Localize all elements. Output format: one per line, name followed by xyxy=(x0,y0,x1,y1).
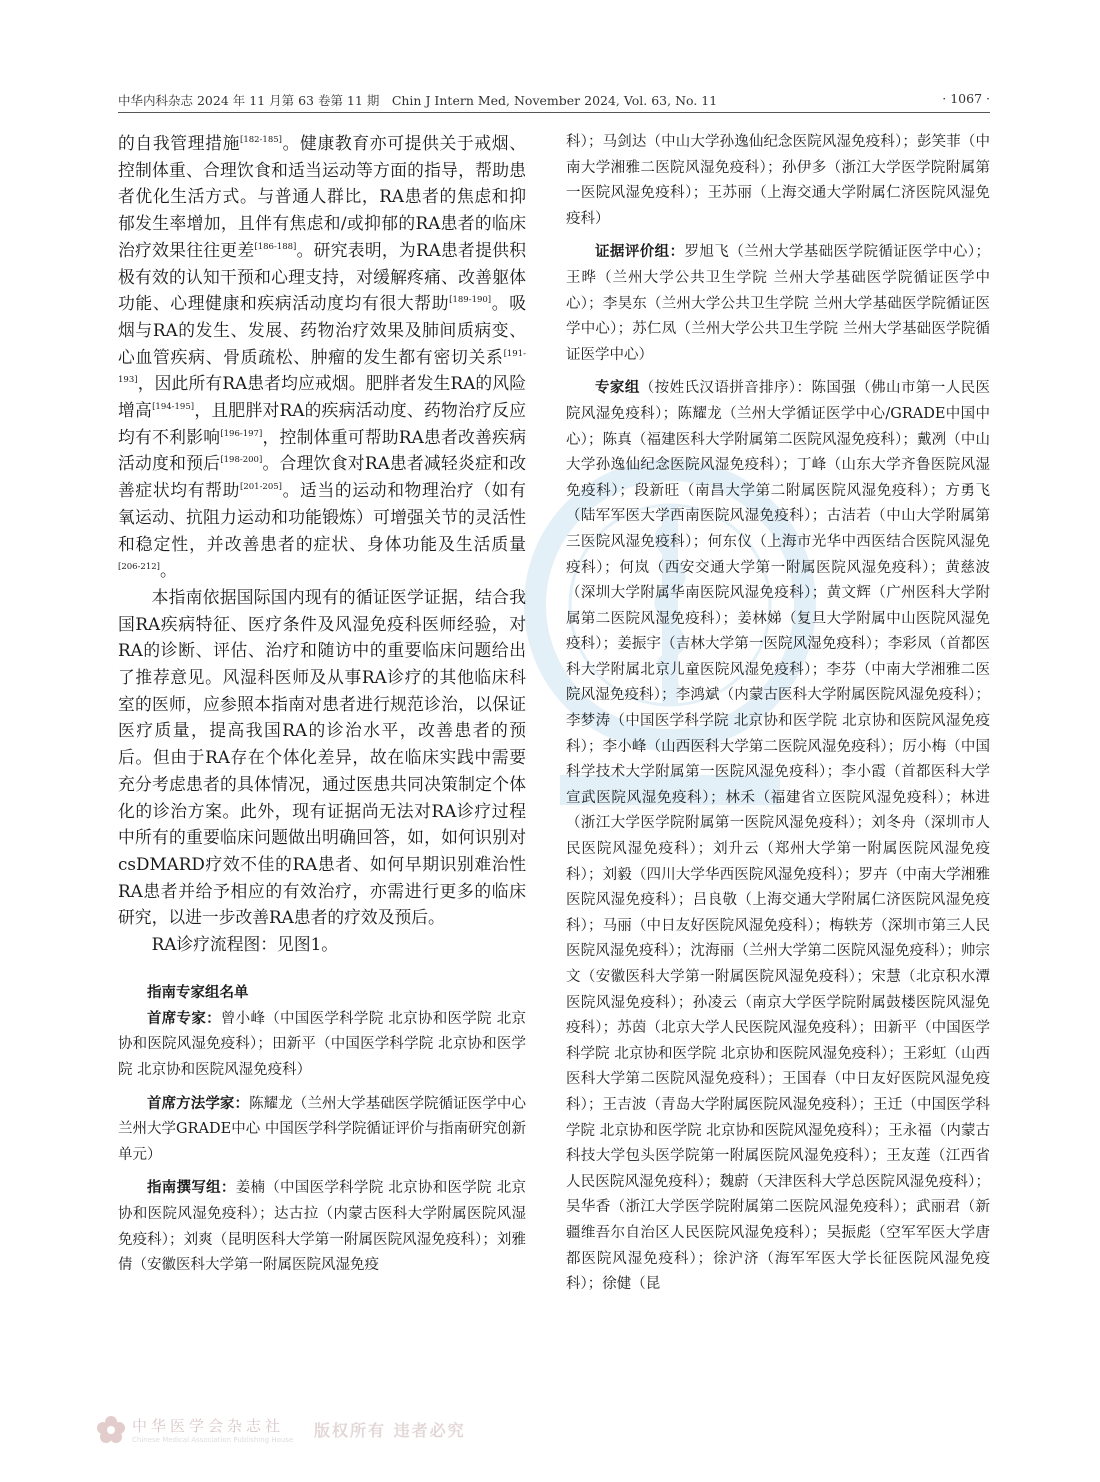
header-divider xyxy=(118,112,990,113)
role-label: 指南撰写组： xyxy=(147,1180,236,1197)
expert-group-entry xyxy=(566,376,990,1297)
article-body xyxy=(118,130,526,958)
text-run: ，因此所有RA患者均应戒烟。肥胖者发生RA的风险增高 xyxy=(118,373,526,421)
left-column xyxy=(118,130,526,1370)
citation-ref: [198-200] xyxy=(220,455,263,466)
running-header xyxy=(118,88,990,110)
chief-expert-entry xyxy=(118,1007,526,1084)
expert-panel-list xyxy=(118,982,526,1279)
citation-ref: [194-195] xyxy=(152,402,195,413)
journal-citation: 中华内科杂志 2024 年 11 月第 63 卷第 11 期 Chin J Intern Med, November 2024, Vol. 63, No. 11 xyxy=(118,93,718,108)
paragraph-summary: 本指南依据国际国内现有的循证医学证据，结合我国RA疾病特征、医疗条件及风湿免疫科医师经验，对RA的诊断、评估、治疗和随访中的重要临床问题给出了推荐意见。风湿科医师及从事RA诊疗的其他临床科室的医师，应参照本指南对患者进行规范诊治，以保证医疗质量，提高我国RA的诊治水平，改善患者的预后。但由于RA存在个体化差异，故在临床实践中需要充分考虑患者的具体情况，通过医患共同决策制定个体化的诊治方案。此外，现有证据尚无法对RA诊疗过程中所有的重要临床问题做出明确回答，如，如何识别对csDMARD疗效不佳的RA患者、如何早期识别难治性RA患者并给予相应的有效治疗，亦需进行更多的临床研究，以进一步改善RA患者的疗效及预后。 xyxy=(118,586,526,928)
citation-ref: [196-197] xyxy=(220,428,263,439)
publisher-name: 中华医学会杂志社 xyxy=(132,1417,285,1435)
text-run: 。健康教育亦可提供关于戒烟、控制体重、合理饮食和适当运动等方面的指导，帮助患者优化生活方式。与普通人群比，RA患者的焦虑和抑郁发生率增加，且伴有焦虑和/或抑郁的RA患者的临床治疗效果往往更差 xyxy=(118,133,526,260)
page-number: · 1067 · xyxy=(942,91,990,106)
role-label: 专家组 xyxy=(595,380,640,397)
text-run: 。合理饮食对RA患者减轻炎症和改善症状均有帮助 xyxy=(118,453,526,501)
citation-ref: [182-185] xyxy=(240,135,282,145)
section-title: 指南专家组名单 xyxy=(147,984,249,1001)
role-label: 首席专家： xyxy=(147,1010,221,1027)
publisher-logo xyxy=(96,1415,466,1455)
role-members: （按姓氏汉语拼音排序）：陈国强（佛山市第一人民医院风湿免疫科）；陈耀龙（兰州大学循证医学中心/GRADE中国中心）；陈真（福建医科大学附属第二医院风湿免疫科）；戴冽（中山大学孙逸仙纪念医院风湿免疫科）；丁峰（山东大学齐鲁医院风湿免疫科）；段新旺（南昌大学第二附属医院风湿免疫科）；方勇飞（陆军军医大学西南医院风湿免疫科）；古洁若（中山大学附属第三医院风湿免疫科）；何东仪（上海市光华中西医结合医院风湿免疫科）；何岚（西安交通大学第一附属医院风湿免疫科）；黄慈波（深圳大学附属华南医院风湿免疫科）；黄文辉（广州医科大学附属第二医院风湿免疫科）；姜林娣（复旦大学附属中山医院风湿免疫科）；姜振宇（吉林大学第一医院风湿免疫科）；李彩凤（首都医科大学附属北京儿童医院风湿免疫科）；李芬（中南大学湘雅二医院风湿免疫科）；李鸿斌（内蒙古医科大学附属医院风湿免疫科）；李梦涛（中国医学科学院 北京协和医学院 北京协和医院风湿免疫科）；李小峰（山西医科大学第二医院风湿免疫科）；厉小梅（中国科学技术大学附属第一医院风湿免疫科）；李小霞（首都医科大学宣武医院风湿免疫科）；林禾（福建省立医院风湿免疫科）；林进（浙江大学医学院附属第一医院风湿免疫科）；刘冬舟（深圳市人民医院风湿免疫科）；刘升云（郑州大学第一附属医院风湿免疫科）；刘毅（四川大学华西医院风湿免疫科）；罗卉（中南大学湘雅医院风湿免疫科）；吕良敬（上海交通大学附属仁济医院风湿免疫科）；马丽（中日友好医院风湿免疫科）；梅轶芳（深圳市第三人民医院风湿免疫科）；沈海丽（兰州大学第二医院风湿免疫科）；帅宗文（安徽医科大学第一附属医院风湿免疫科）；宋慧（北京积水潭医院风湿免疫科）；孙凌云（南京大学医学院附属鼓楼医院风湿免疫科）；苏茵（北京大学人民医院风湿免疫科）；田新平（中国医学科学院 北京协和医学院 北京协和医院风湿免疫科）；王彩虹（山西医科大学第二医院风湿免疫科）；王国春（中日友好医院风湿免疫科）；王吉波（青岛大学附属医院风湿免疫科）；王迁（中国医学科学院 北京协和医学院 北京协和医院风湿免疫科）；王永福（内蒙古科技大学包头医学院第一附属医院风湿免疫科）；王友莲（江西省人民医院风湿免疫科）；魏蔚（天津医科大学总医院风湿免疫科）；吴华香（浙江大学医学院附属第二医院风湿免疫科）；武丽君（新疆维吾尔自治区人民医院风湿免疫科）；吴振彪（空军军医大学唐都医院风湿免疫科）；徐沪济（海军军医大学长征医院风湿免疫科）；徐健（昆 xyxy=(566,380,990,1293)
text-run: 。适当的运动和物理治疗（如有氧运动、抗阻力运动和功能锻炼）可增强关节的灵活性和稳定性，并改善患者的症状、身体功能及生活质量 xyxy=(118,480,526,554)
role-members: 曾小峰（中国医学科学院 北京协和医学院 北京协和医院风湿免疫科）；田新平（中国医学科学院 北京协和医学院 北京协和医院风湿免疫科） xyxy=(118,1010,526,1078)
publisher-name-english: Chinese Medical Association Publishing House xyxy=(132,1436,294,1444)
text-run: 。研究表明，为RA患者提供积极有效的认知干预和心理支持，对缓解疼痛、改善躯体功能、心理健康和疾病活动度均有很大帮助 xyxy=(118,239,526,314)
paragraph-flowchart-ref: RA诊疗流程图：见图1。 xyxy=(151,934,339,955)
writing-group-continued: 科）；马剑达（中山大学孙逸仙纪念医院风湿免疫科）；彭笑菲（中南大学湘雅二医院风湿免疫科）；孙伊多（浙江大学医学院附属第一医院风湿免疫科）；王苏丽（上海交通大学附属仁济医院风湿免疫科） xyxy=(566,134,990,227)
text-run: ，控制体重可帮助RA患者改善疾病活动度和预后 xyxy=(118,426,526,474)
role-label: 证据评价组： xyxy=(595,244,685,261)
role-label: 首席方法学家： xyxy=(147,1095,250,1112)
citation-ref: [201-205] xyxy=(240,482,282,493)
copyright-notice: 版权所有 违者必究 xyxy=(314,1421,466,1440)
text-run: 。吸烟与RA的发生、发展、药物治疗效果及肺间质病变、心血管疾病、骨质疏松、肿瘤的发生都有密切关系 xyxy=(118,293,526,367)
role-members: 姜楠（中国医学科学院 北京协和医学院 北京协和医院风湿免疫科）；达古拉（内蒙古医科大学附属医院风湿免疫科）；刘爽（昆明医科大学第一附属医院风湿免疫科）；刘雅倩（安徽医科大学第一附属医院风湿免疫 xyxy=(118,1180,526,1274)
chief-methodologist-entry xyxy=(118,1092,526,1169)
role-members: 陈耀龙（兰州大学基础医学院循证医学中心 兰州大学GRADE中心 中国医学科学院循证评价与指南研究创新单元） xyxy=(118,1095,526,1163)
evidence-group-entry xyxy=(566,240,990,368)
citation-ref: [206-212] xyxy=(118,562,160,573)
right-column xyxy=(566,130,990,1370)
flower-logo-icon xyxy=(96,1415,126,1445)
writing-group-entry xyxy=(118,1176,526,1278)
citation-ref: [189-190] xyxy=(449,295,492,306)
paragraph-lifestyle xyxy=(118,130,526,584)
text-run: 。 xyxy=(159,560,177,581)
citation-ref: [191-193] xyxy=(118,348,526,386)
citation-ref: [186-188] xyxy=(254,241,297,252)
role-members: 罗旭飞（兰州大学基础医学院循证医学中心）；王晔（兰州大学公共卫生学院 兰州大学基础医学院循证医学中心）；李昊东（兰州大学公共卫生学院 兰州大学基础医学院循证医学中心）；苏仁凤（兰州大学公共卫生学院 兰州大学基础医学院循证医学中心） xyxy=(566,244,990,363)
text-run: ，且肥胖对RA的疾病活动度、药物治疗反应均有不利影响 xyxy=(118,400,526,447)
text-run: 的自我管理措施 xyxy=(118,133,241,153)
